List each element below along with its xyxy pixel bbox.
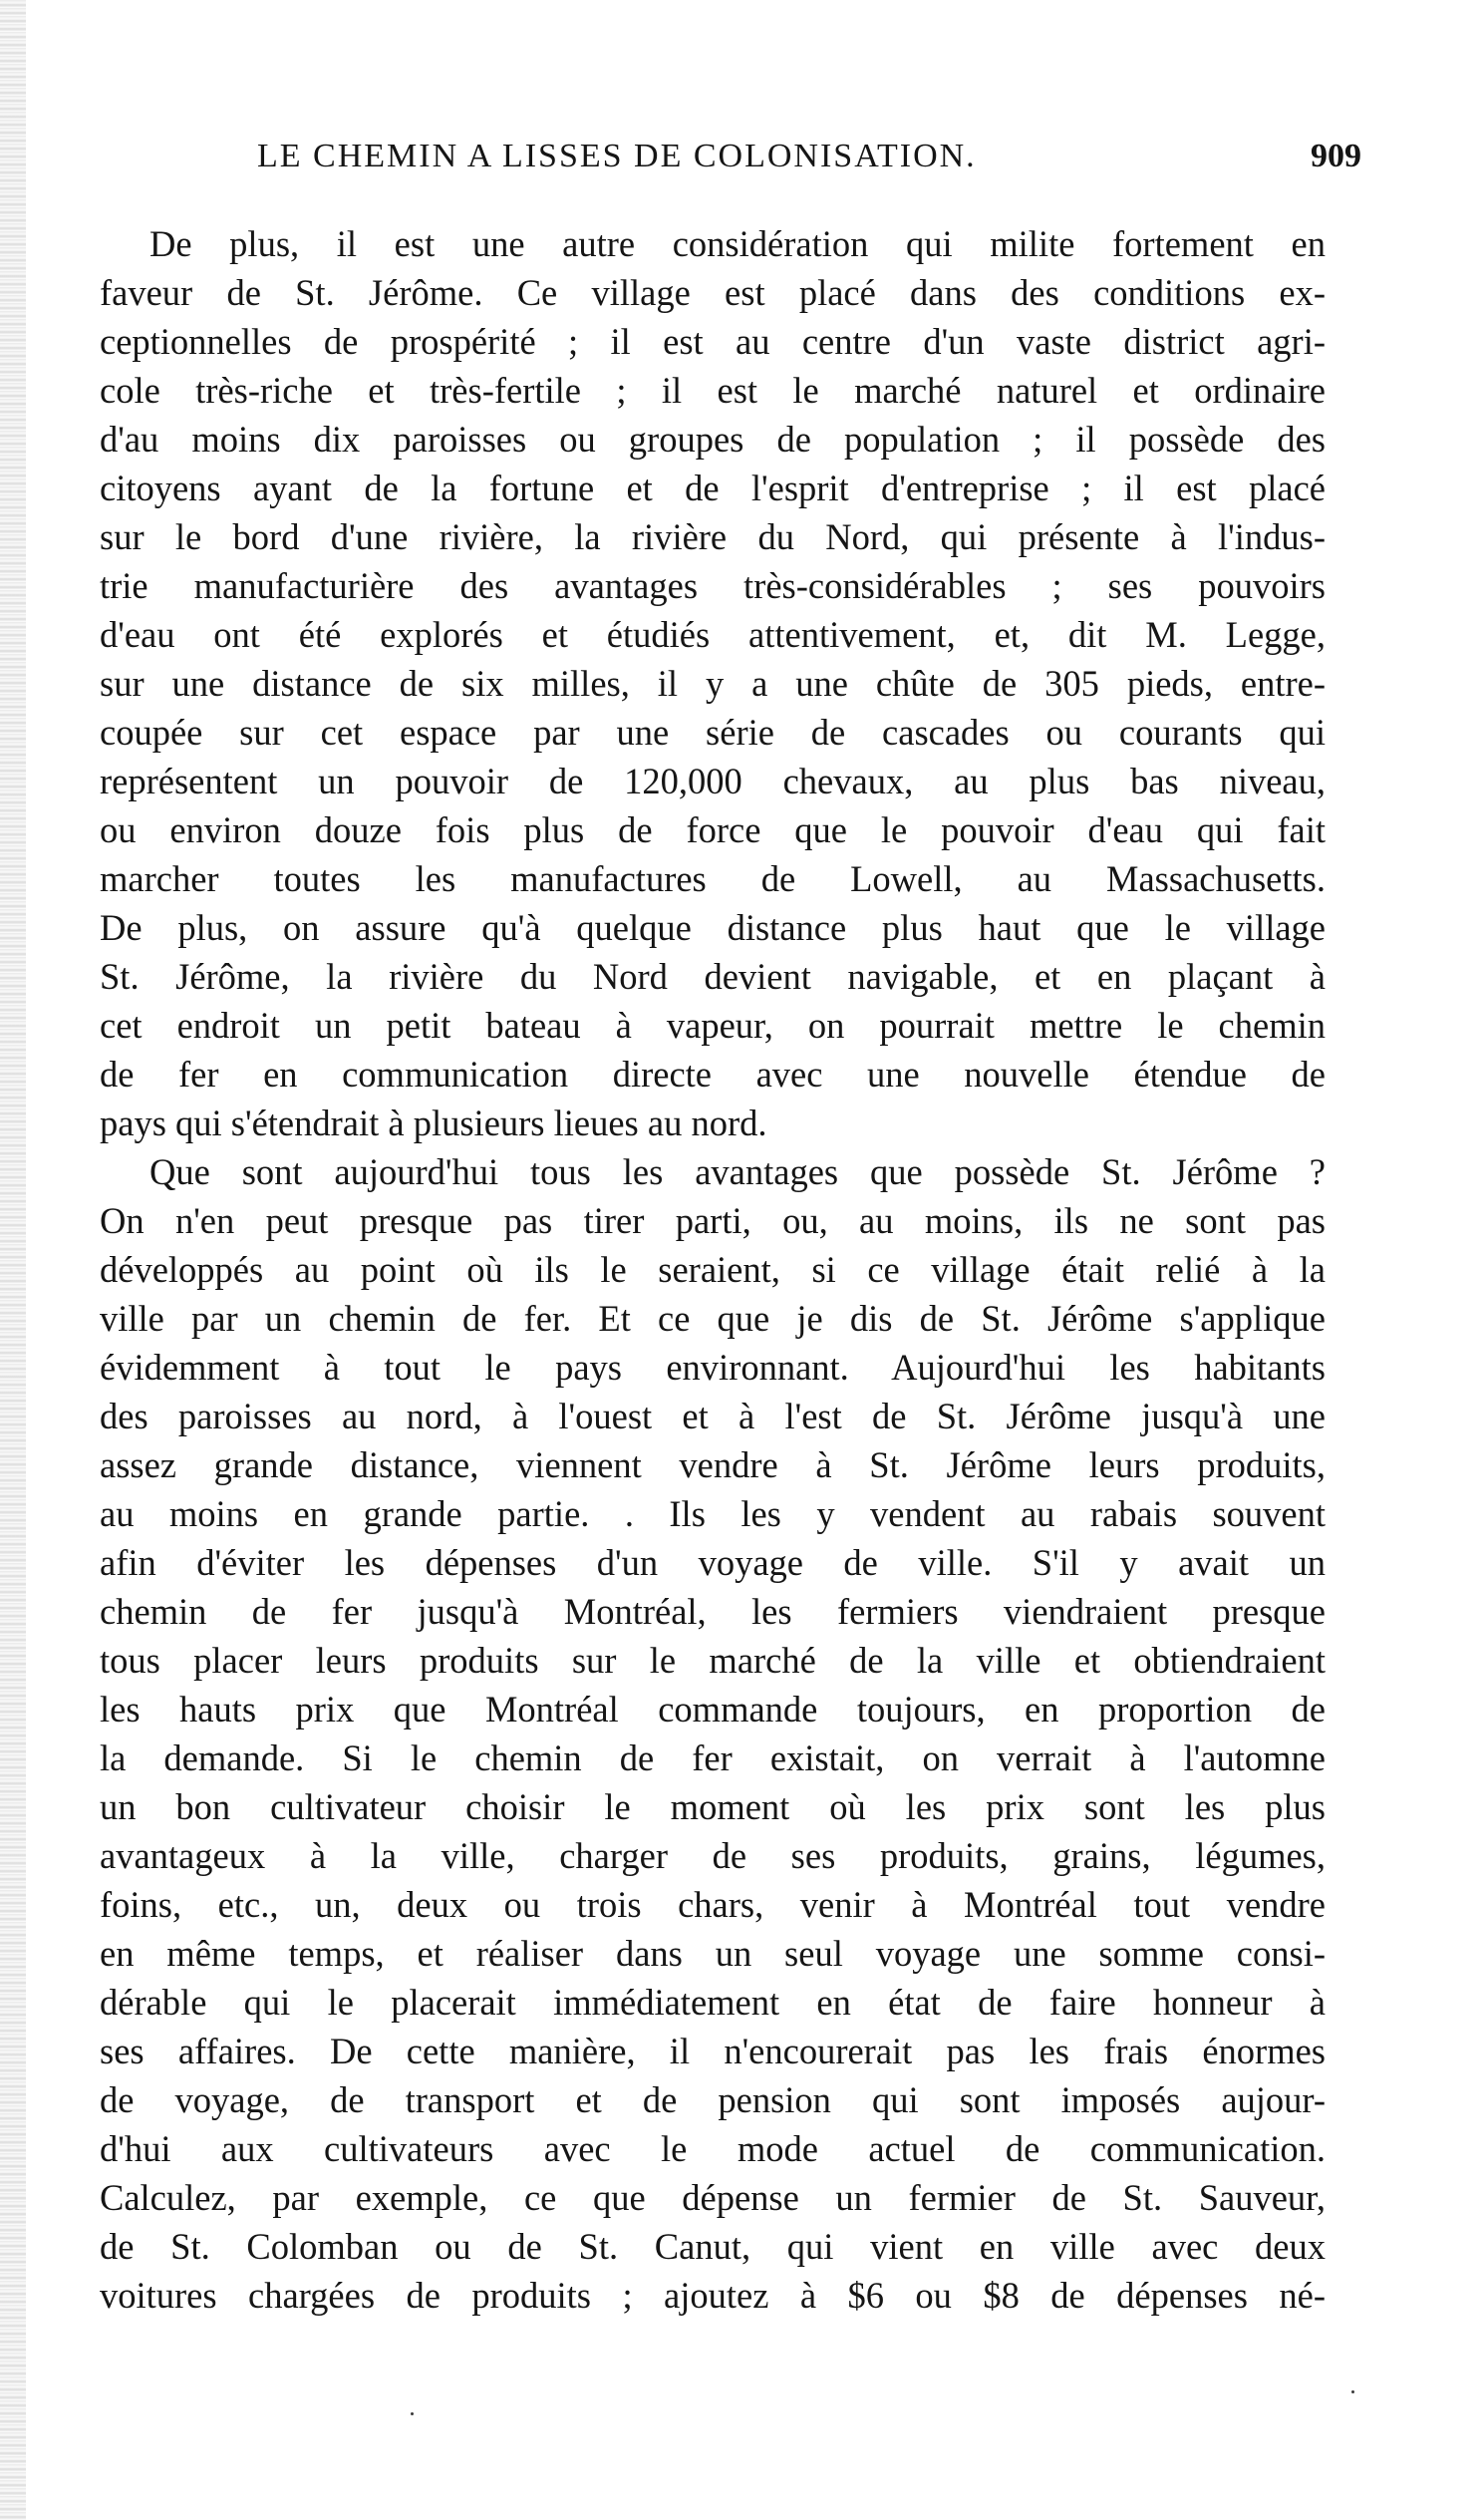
text-line: coupée sur cet espace par une série de cascades ou courants qui [100,712,1326,753]
scan-edge-shadow [0,0,26,2520]
text-line: St. Jérôme, la rivière du Nord devient navigable, et en plaçant à [100,956,1326,997]
text-line: les hauts prix que Montréal commande toujours, en proportion de [100,1689,1326,1730]
text-line: chemin de fer jusqu'à Montréal, les fermiers viendraient presque [100,1591,1326,1632]
text-line: Calculez, par exemple, ce que dépense un fermier de St. Sauveur, [100,2177,1326,2218]
text-line: sur le bord d'une rivière, la rivière du Nord, qui présente à l'indus- [100,516,1326,557]
text-line: afin d'éviter les dépenses d'un voyage de ville. S'il y avait un [100,1542,1326,1583]
text-line: évidemment à tout le pays environnant. Aujourd'hui les habitants [100,1347,1326,1388]
text-line: foins, etc., un, deux ou trois chars, venir à Montréal tout vendre [100,1884,1326,1925]
text-line: tous placer leurs produits sur le marché de la ville et obtiendraient [100,1640,1326,1681]
text-line: sur une distance de six milles, il y a une chûte de 305 pieds, entre- [100,663,1326,704]
text-line: citoyens ayant de la fortune et de l'esprit d'entreprise ; il est placé [100,468,1326,508]
paragraph-2 [100,1147,1326,2320]
text-line: de St. Colomban ou de St. Canut, qui vient en ville avec deux [100,2226,1326,2267]
text-line: De plus, on assure qu'à quelque distance plus haut que le village [100,907,1326,948]
text-line: de fer en communication directe avec une nouvelle étendue de [100,1054,1326,1095]
text-line: développés au point où ils le seraient, si ce village était relié à la [100,1249,1326,1290]
text-line: De plus, il est une autre considération qui milite fortement en [149,223,1326,264]
text-line: ou environ douze fois plus de force que le pouvoir d'eau qui fait [100,809,1326,850]
text-line: la demande. Si le chemin de fer existait, on verrait à l'automne [100,1737,1326,1778]
ink-speck [411,2412,414,2415]
page-number: 909 [1311,138,1361,174]
text-line: ceptionnelles de prospérité ; il est au centre d'un vaste district agri- [100,321,1326,362]
text-line: de voyage, de transport et de pension qui sont imposés aujour- [100,2079,1326,2120]
text-line: cet endroit un petit bateau à vapeur, on pourrait mettre le chemin [100,1005,1326,1046]
text-line: un bon cultivateur choisir le moment où les prix sont les plus [100,1786,1326,1827]
text-line: dérable qui le placerait immédiatement en état de faire honneur à [100,1982,1326,2023]
body-text [100,219,1326,2320]
text-line: voitures chargées de produits ; ajoutez à $6 ou $8 de dépenses né- [100,2275,1326,2316]
ink-speck [1351,2390,1354,2393]
text-line: des paroisses au nord, à l'ouest et à l'est de St. Jérôme jusqu'à une [100,1396,1326,1436]
page-header [257,138,1361,185]
running-title: LE CHEMIN A LISSES DE COLONISATION. [257,138,977,174]
text-line: avantageux à la ville, charger de ses produits, grains, légumes, [100,1835,1326,1876]
text-line: d'eau ont été explorés et étudiés attentivement, et, dit M. Legge, [100,614,1326,655]
text-line: cole très-riche et très-fertile ; il est le marché naturel et ordinaire [100,370,1326,411]
text-line: On n'en peut presque pas tirer parti, ou, au moins, ils ne sont pas [100,1200,1326,1241]
text-line: assez grande distance, viennent vendre à St. Jérôme leurs produits, [100,1444,1326,1485]
text-line: en même temps, et réaliser dans un seul voyage une somme consi- [100,1933,1326,1974]
text-line: Que sont aujourd'hui tous les avantages que possède St. Jérôme ? [149,1151,1326,1192]
text-line: ses affaires. De cette manière, il n'encourerait pas les frais énormes [100,2031,1326,2071]
text-line: trie manufacturière des avantages très-considérables ; ses pouvoirs [100,565,1326,606]
text-line: au moins en grande partie. . Ils les y vendent au rabais souvent [100,1493,1326,1534]
text-line: marcher toutes les manufactures de Lowell, au Massachusetts. [100,858,1326,899]
text-line: ville par un chemin de fer. Et ce que je dis de St. Jérôme s'applique [100,1298,1326,1339]
paragraph-1 [100,219,1326,1147]
text-line: pays qui s'étendrait à plusieurs lieues au nord. [100,1102,767,1143]
text-line: d'au moins dix paroisses ou groupes de population ; il possède des [100,419,1326,460]
text-line: faveur de St. Jérôme. Ce village est placé dans des conditions ex- [100,272,1326,313]
text-line: d'hui aux cultivateurs avec le mode actuel de communication. [100,2128,1326,2169]
text-line: représentent un pouvoir de 120,000 chevaux, au plus bas niveau, [100,761,1326,801]
